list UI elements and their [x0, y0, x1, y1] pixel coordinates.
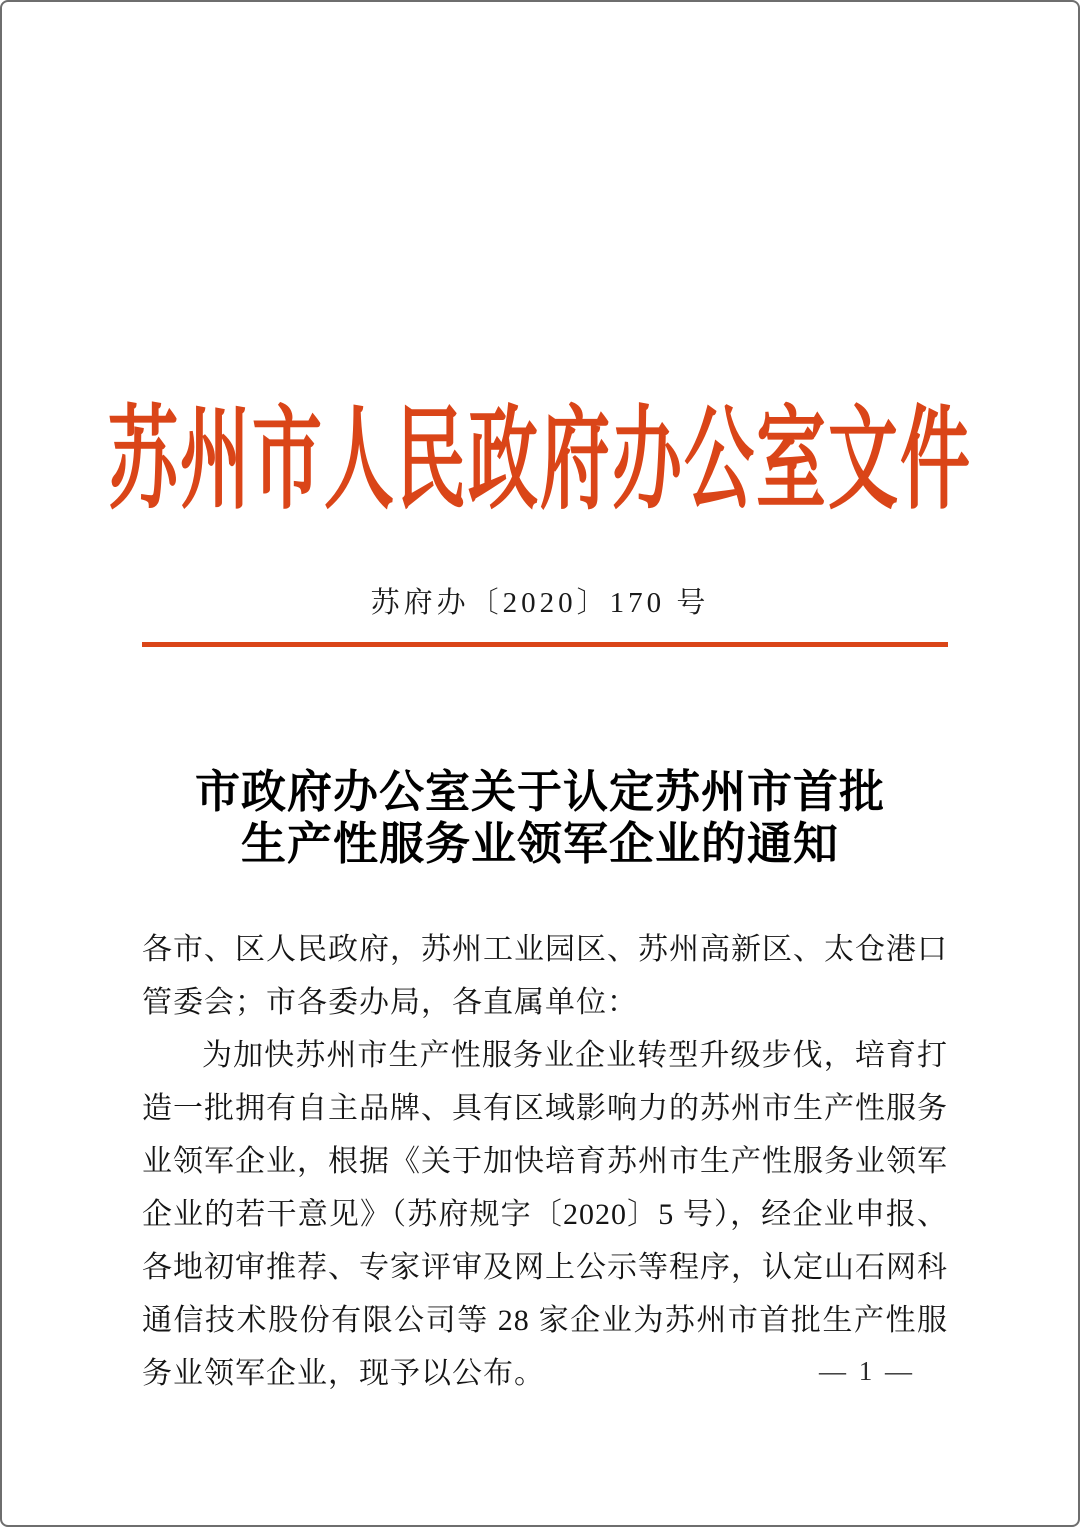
page-number: — 1 — [819, 1356, 915, 1386]
document-title-line2: 生产性服务业领军企业的通知 [240, 819, 839, 869]
salutation-paragraph: 各市、区人民政府，苏州工业园区、苏州高新区、太仓港口管委会；市各委办局，各直属单位： [142, 933, 948, 1019]
document-title-line1: 市政府办公室关于认定苏州市首批 [194, 767, 885, 817]
document-body [142, 923, 948, 1400]
document-number: 苏府办〔2020〕170 号 [370, 587, 710, 619]
body-paragraph: 为加快苏州市生产性服务业企业转型升级步伐，培育打造一批拥有自主品牌、具有区域影响力的苏州市生产性服务业领军企业，根据《关于加快培育苏州市生产性服务业领军企业的若干意见》（苏府规字〔2020〕5 号），经企业申报、各地初审推荐、专家评审及网上公示等程序，认定山石网科通信技术股份有限公司等 28 家企业为苏州市首批生产性服务业领军企业，现予以公布。 [142, 1039, 948, 1390]
letterhead-title: 苏州市人民政府办公室文件 [108, 400, 972, 524]
red-divider-line [142, 642, 948, 647]
document-title [2, 766, 1078, 870]
